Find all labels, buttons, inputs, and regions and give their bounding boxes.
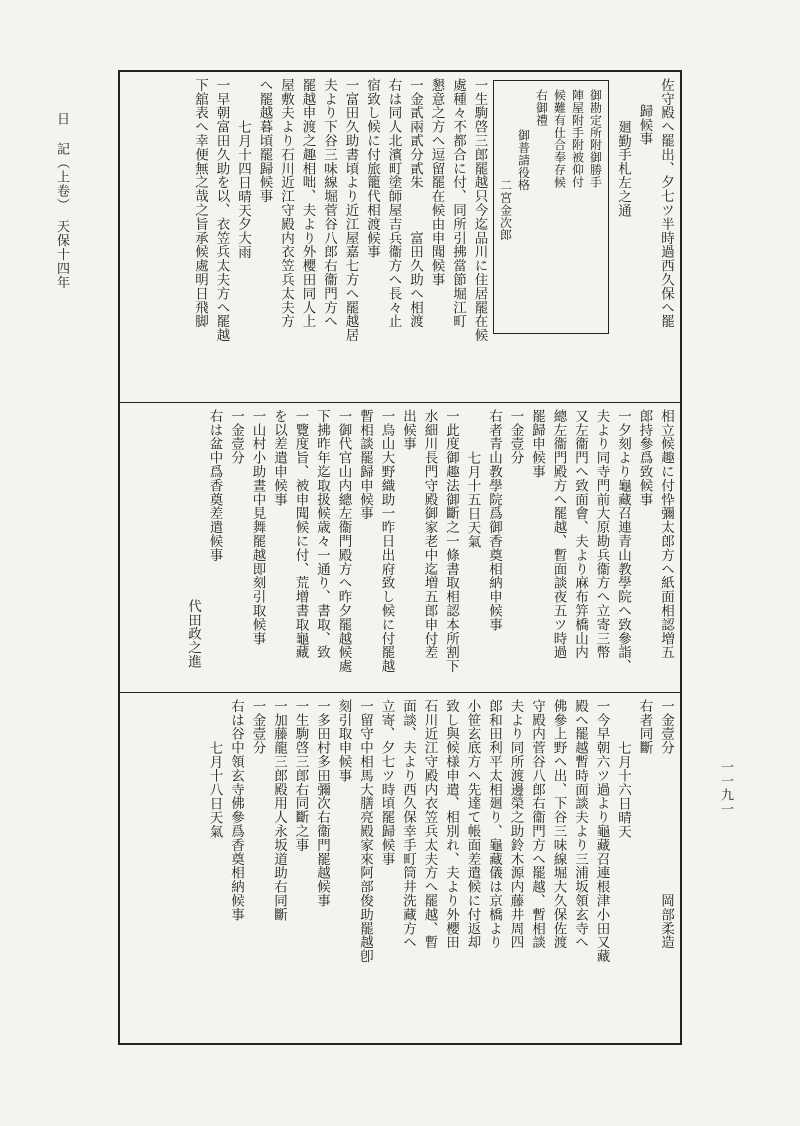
text-column: 一金貳兩貳分貳朱 富田久助へ相渡 xyxy=(407,78,423,329)
box-column: 陣屋附手附被仰付 xyxy=(570,89,585,189)
text-column: 水細川長門守殿御家老中迄増五郎申付差 xyxy=(421,409,438,660)
box-column: 二宮金次郎 xyxy=(498,179,513,241)
tier-upper xyxy=(120,72,680,403)
text-column: 處種々不都合に付、同所引拂當節堀江町 xyxy=(450,78,466,329)
text-column: 一今早朝六ツ過より龜藏召連根津小田又藏 xyxy=(593,699,610,964)
text-column: へ罷越暮頃罷歸候事 xyxy=(256,78,273,204)
text-column: 宿致し候に付旅籠代相渡候事 xyxy=(364,78,380,259)
date-heading: 七月十五日天氣 xyxy=(464,451,481,549)
text-column: 小笹玄底方へ先達て帳面差遣候に付返却 xyxy=(464,699,481,950)
signature: 代田政之進 xyxy=(185,599,201,669)
header-title-left: 日 xyxy=(54,112,69,126)
box-column: 候難有仕合奉存候 xyxy=(552,89,567,189)
text-column: 郎持參爲致候事 xyxy=(636,409,653,507)
header-title-right: 記（上卷） xyxy=(54,142,69,206)
text-column: 一覽度旨、被申聞候に付、荒增書取龜藏 xyxy=(292,409,309,660)
text-column: 右は同人北濱町塗師屋吉兵衞方へ長々止 xyxy=(385,78,402,329)
text-column: 右は盆中爲香奠差遣候事 xyxy=(206,409,223,562)
text-column: 罷越申渡之趣相咄、夫より外櫻田同人上 xyxy=(299,78,316,329)
text-column: 一生駒啓三郎罷越只今迄品川に住居罷在候 xyxy=(471,78,488,343)
text-column: 一山村小助晝中見舞罷越即刻引取候事 xyxy=(249,409,266,646)
text-column: 歸候事 xyxy=(636,104,653,146)
box-column: 御勘定所附御勝手 xyxy=(588,89,603,189)
text-column: 一御代官山内總左衞門殿方へ昨夕罷越候處 xyxy=(335,409,352,674)
text-column: 右者同斷 xyxy=(636,699,653,755)
text-column: 夫より下谷三味線堀菅谷八郎右衞門方へ xyxy=(321,78,337,329)
date-heading: 七月十八日天氣 xyxy=(206,741,223,839)
tier-middle xyxy=(120,403,680,693)
text-column: 一金壹分 xyxy=(249,699,266,755)
text-column: 下拂昨年迄取扱候歳々一通り、書取、致 xyxy=(314,409,330,660)
text-column: 一金壹分 xyxy=(228,409,244,465)
date-heading: 七月十四日晴天夕大雨 xyxy=(235,120,251,259)
text-column: 守殿内菅谷八郎右衞門方へ罷越、暫相談 xyxy=(529,699,545,950)
box-column: 御普請役格 xyxy=(516,129,531,191)
text-column: 暫相談罷歸申候事 xyxy=(357,409,373,521)
text-column: 罷歸申候事 xyxy=(529,409,545,479)
box-column: 右御禮 xyxy=(534,89,549,127)
text-column: 右は谷中領玄寺佛參爲香奠相納候事 xyxy=(228,699,244,922)
text-column: 一此度御趣法御斷之一條書取相認本所割下 xyxy=(443,409,459,674)
text-column: 一金壹分 岡部柔造 xyxy=(658,699,674,950)
tier-lower xyxy=(120,693,680,1043)
text-column: 一烏山大野織助一昨日出府致し候に付罷越 xyxy=(378,409,395,674)
text-column: 一生駒啓三郎右同斷之事 xyxy=(292,699,309,852)
text-column: 一早朝富田久助を以、衣笠兵太夫方へ罷越 xyxy=(213,78,230,343)
page-frame xyxy=(118,70,682,1045)
text-column: 夫より同所渡邊榮之助鈴木源内藤井周四 xyxy=(507,699,524,950)
text-column: 右者青山教學院爲御香奠相納申候事 xyxy=(486,409,502,632)
text-column: 一加藤龍三郎殿用人永坂道助右同斷 xyxy=(271,699,287,922)
text-column: 佐守殿へ罷出、夕七ツ半時過西久保へ罷 xyxy=(658,78,674,329)
calling-card-box xyxy=(493,80,609,334)
text-column: 一金壹分 xyxy=(507,409,524,465)
text-column: 郎和田利平太相廻り、龜藏儀は京橋より xyxy=(486,699,502,950)
text-column: 廻勤手札左之通 xyxy=(615,120,631,218)
text-column: 殿へ罷越暫時面談夫より三浦坂領玄寺へ xyxy=(572,699,588,950)
text-column: 出候事 xyxy=(400,409,416,451)
text-column: 石川近江守殿内衣笠兵太夫方へ罷越、暫 xyxy=(421,699,438,950)
running-header xyxy=(52,112,71,290)
text-column: 懇意之方へ逗留罷在候由申聞候事 xyxy=(428,78,445,287)
text-column: 下舘表へ幸便無之哉之旨承候處明日飛脚 xyxy=(192,78,208,329)
text-column: 面談、夫より西久保幸手町筒井洗藏方へ xyxy=(400,699,416,950)
date-heading: 七月十六日晴天 xyxy=(615,741,631,839)
text-column: 總左衞門殿方へ罷越、暫面談夜五ツ時過 xyxy=(550,409,567,660)
text-column: 刻引取申候事 xyxy=(335,699,352,783)
text-column: 一夕刻より龜藏召連青山教學院へ致參詣、 xyxy=(615,409,631,674)
text-column: を以差遣申候事 xyxy=(271,409,287,507)
text-column: 致し與候様申遣、相別れ、夫より外櫻田 xyxy=(443,699,459,950)
text-column: 佛參上野へ出、下谷三味線堀大久保佐渡 xyxy=(550,699,567,950)
text-column: 一留守中相馬大膳亮殿家來阿部俊助罷越卽 xyxy=(357,699,373,964)
header-era: 天保十四年 xyxy=(54,219,69,290)
text-column: 一富田久助書頃より近江屋嘉七方へ罷越居 xyxy=(342,78,359,343)
text-column: 夫より同寺門前大原勘兵衞方へ立寄三幣 xyxy=(593,409,610,660)
text-column: 一多田村多田彌次右衞門罷越候事 xyxy=(314,699,330,908)
text-column: 相立候趣に付忰彌太郎方へ紙面相認増五 xyxy=(658,409,674,660)
text-column: 屋敷夫より石川近江守殿内衣笠兵太夫方 xyxy=(278,78,294,329)
text-column: 立寄、夕七ツ時頃罷歸候事 xyxy=(378,699,395,866)
page-number: 一一九一 xyxy=(718,760,733,816)
text-column: 又左衞門へ致面會、夫より麻布笄橋山内 xyxy=(572,409,588,660)
